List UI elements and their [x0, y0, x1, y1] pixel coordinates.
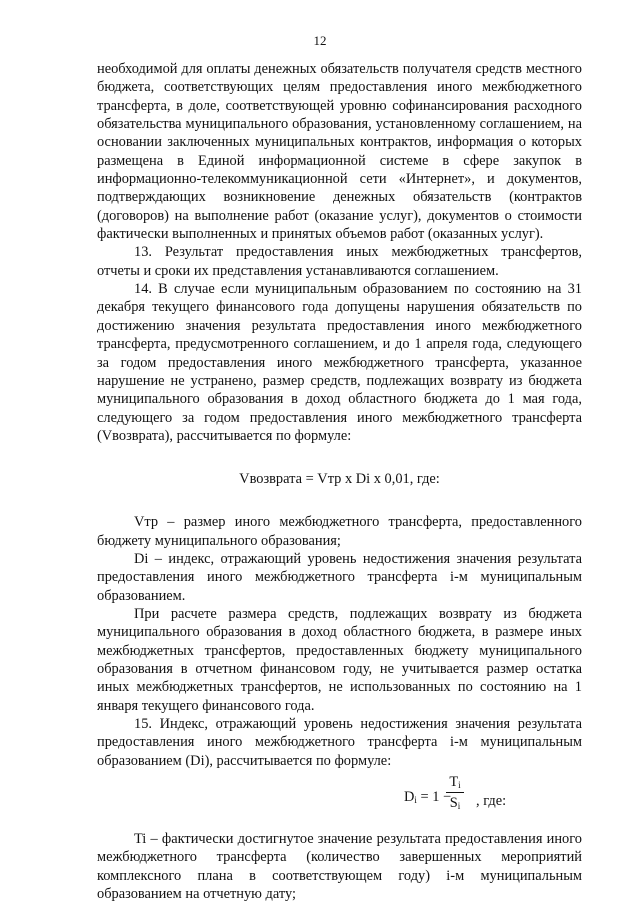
paragraph-calculation-note: При расчете размера средств, подлежащих возврату из бюджета муниципального образования в доход областного бюджета, в размере иных межбюджетных трансфертов, предоставленных бюджету муниципального образования в отчетном финансовом году, не учитывается размер остатка иных межбюджетных трансфертов, не использованных по состоянию на 1 января текущего финансового года. — [97, 605, 582, 714]
formula-fraction — [446, 774, 464, 811]
formula-return-amount: Vвозврата = Vтр x Di x 0,01, где: — [239, 471, 440, 488]
numerator-subscript: i — [458, 780, 461, 791]
paragraph-continuation: необходимой для оплаты денежных обязательств получателя средств местного бюджета, соответствующих целям предоставления иного межбюджетного трансферта, в доле, соответствующей уровню софинансирования расходного обязательства муниципального образования, установленному соглашением, на основании заключенных муниципальных контрактов, информация о которых размещена в Единой информационной системе в сфере закупок в информационно-телекоммуникационной сети «Интернет», и документов, подтверждающих возникновение денежных обязательств (контрактов (договоров) на выполнение работ (оказание услуг), документов о стоимости фактически выполненных и принятых объемов работ (оказанных услуг). — [97, 61, 582, 243]
denominator-subscript: i — [457, 801, 461, 812]
formula-index — [97, 772, 582, 824]
formula-lhs-subscript: i — [414, 795, 417, 806]
denominator-symbol: S — [449, 795, 458, 812]
paragraph-14: 14. В случае если муниципальным образованием по состоянию на 31 декабря текущего финансового года допущены нарушения обязательств по достижению значения результата предоставления иного межбюджетного трансферта, предусмотренного соглашением, и до 1 апреля года, следующего за годом предоставления иного межбюджетного трансферта, указанное нарушение не устранено, размер средств, подлежащих возврату из бюджета муниципального образования в доход областного бюджета до 1 мая года, следующего за годом предоставления иного межбюджетного трансферта (Vвозврата), рассчитывается по формуле: — [97, 281, 582, 444]
formula-lhs-symbol: D — [404, 789, 415, 806]
formula-suffix: , где: — [476, 793, 507, 810]
formula-numerator — [446, 774, 464, 790]
paragraph-13: 13. Результат предоставления иных межбюджетных трансфертов, отчеты и сроки их представления устанавливаются соглашением. — [97, 244, 582, 279]
definition-di: Di – индекс, отражающий уровень недостижения значения результата предоставления иного межбюджетного трансферта i-м муниципальным образованием. — [97, 550, 582, 604]
fraction-bar — [446, 792, 464, 793]
numerator-symbol: T — [449, 774, 459, 791]
paragraph-15: 15. Индекс, отражающий уровень недостижения значения результата предоставления иного межбюджетного трансферта i-м муниципальным образованием (Di), рассчитывается по формуле: — [97, 716, 582, 769]
page-number: 12 — [313, 33, 327, 48]
definition-ti: Ti – фактически достигнутое значение результата предоставления иного межбюджетного трансферта (количество завершенных мероприятий комплексного плана в соответствующем году) i-м муниципальным образованием на отчетную дату; — [97, 831, 582, 903]
formula-index-lhs — [404, 789, 451, 806]
formula-equals-one-minus: = 1 − — [416, 789, 452, 806]
formula-denominator — [446, 795, 464, 811]
definition-vtr: Vтр – размер иного межбюджетного трансферта, предоставленного бюджету муниципального образования; — [97, 514, 582, 549]
